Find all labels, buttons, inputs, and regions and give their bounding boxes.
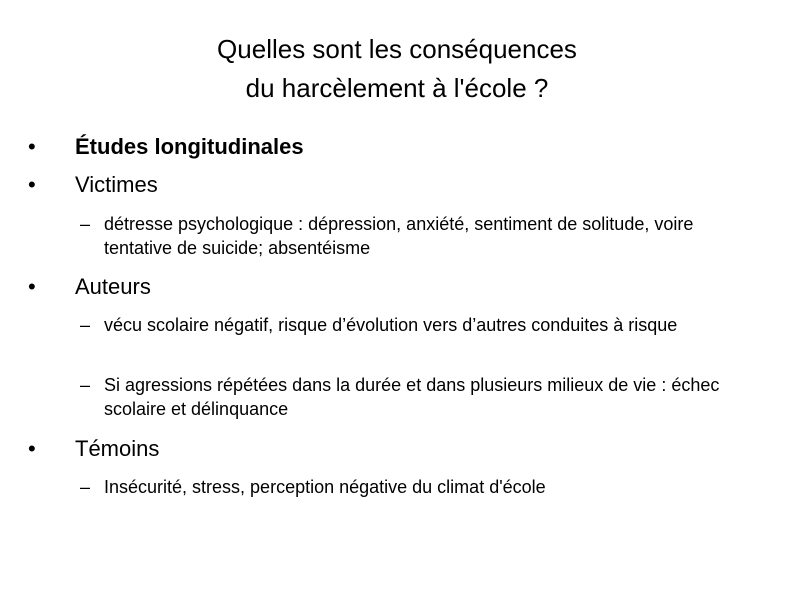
bullet-text: Études longitudinales bbox=[75, 134, 304, 159]
bullet-text: Témoins bbox=[75, 436, 160, 461]
sub-bullet-auteurs-1 bbox=[80, 313, 760, 337]
bullet-etudes-longitudinales bbox=[28, 134, 304, 160]
sub-bullet-temoins-1 bbox=[80, 475, 760, 499]
bullet-marker: • bbox=[28, 436, 36, 461]
sub-bullet-text: Si agressions répétées dans la durée et dans plusieurs milieux de vie : échec scolaire et délinquance bbox=[104, 375, 720, 419]
sub-bullet-text: Insécurité, stress, perception négative du climat d'école bbox=[104, 477, 546, 497]
dash-marker: – bbox=[80, 214, 91, 234]
bullet-marker: • bbox=[28, 274, 36, 299]
sub-bullet-auteurs-2 bbox=[80, 373, 760, 421]
dash-marker: – bbox=[80, 375, 91, 395]
dash-marker: – bbox=[80, 315, 91, 335]
bullet-temoins bbox=[28, 436, 159, 462]
bullet-text: Victimes bbox=[75, 172, 158, 197]
sub-bullet-victimes-1 bbox=[80, 212, 760, 260]
bullet-marker: • bbox=[28, 134, 36, 159]
dash-marker: – bbox=[80, 477, 91, 497]
sub-bullet-text: vécu scolaire négatif, risque d’évolution vers d’autres conduites à risque bbox=[104, 315, 678, 335]
sub-bullet-text: détresse psychologique : dépression, anxiété, sentiment de solitude, voire tentative de suicide; absentéisme bbox=[104, 214, 694, 258]
title-line-1: Quelles sont les conséquences bbox=[217, 34, 577, 64]
bullet-auteurs bbox=[28, 274, 151, 300]
bullet-victimes bbox=[28, 172, 158, 198]
title-line-2: du harcèlement à l'école ? bbox=[245, 73, 549, 103]
bullet-marker: • bbox=[28, 172, 36, 197]
bullet-text: Auteurs bbox=[75, 274, 151, 299]
